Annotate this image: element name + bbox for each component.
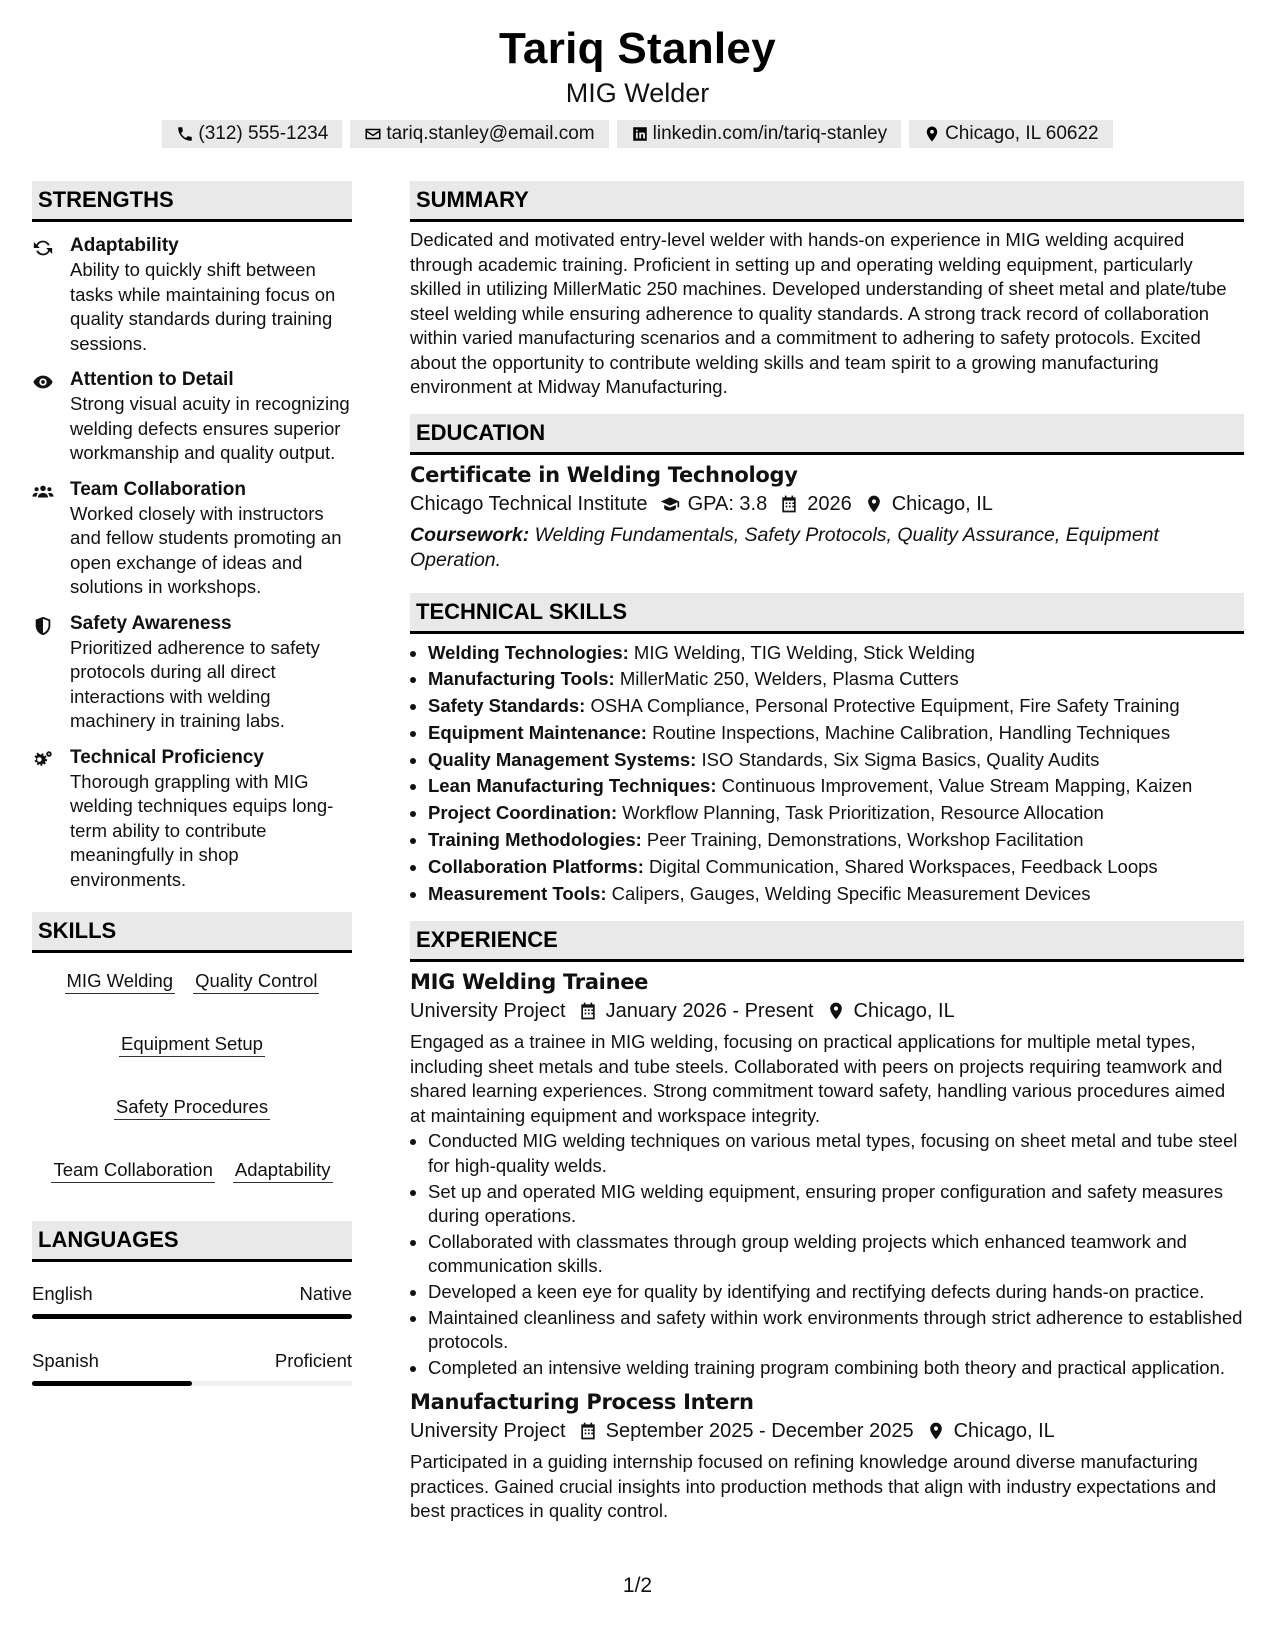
candidate-name: Tariq Stanley bbox=[499, 24, 776, 73]
strengths-heading: STRENGTHS bbox=[32, 181, 352, 222]
summary-text: Dedicated and motivated entry-level welder with hands-on experience in MIG welding acquired through academic training. Proficient in setting up and operating welding equipment, particularly skilled in utilizing MillerMatic 250 machines. Developed understanding of sheet metal and plate/tube steel welding while ensuring adherence to quality standards. A strong track record of collaboration within varied manufacturing scenarios and a commitment to adhering to safety protocols. Excited about the opportunity to contribute welding skills and team spirit to a growing manufacturing environment at Midway Manufacturing. bbox=[410, 229, 1227, 397]
contact-location bbox=[909, 120, 1113, 148]
job-dates: September 2025 - December 2025 bbox=[605, 1420, 914, 1443]
job-title: MIG Welding Trainee bbox=[410, 970, 649, 995]
gpa: GPA: 3.8 bbox=[687, 492, 768, 515]
strength-title: Safety Awareness bbox=[70, 612, 232, 634]
language-level-bar bbox=[32, 1314, 352, 1319]
language-name: Spanish bbox=[32, 1350, 99, 1371]
strength-desc: Thorough grappling with MIG welding techniques equips long-term ability to contribute meaningfully in shop environments. bbox=[70, 770, 334, 890]
contact-phone[interactable] bbox=[162, 120, 342, 148]
language-level-bar bbox=[32, 1381, 352, 1386]
list-item: • Maintained cleanliness and safety within work environments through strict adherence to established protocols. bbox=[428, 1306, 1244, 1355]
list-item: • Collaboration Platforms: Digital Communication, Shared Workspaces, Feedback Loops bbox=[428, 854, 1244, 881]
list-item: • Completed an intensive welding training program combining both theory and practical application. bbox=[428, 1356, 1244, 1381]
job-location: Chicago, IL bbox=[953, 1420, 1055, 1443]
list-item: • Set up and operated MIG welding equipment, ensuring proper configuration and safety measures during operations. bbox=[428, 1180, 1244, 1229]
job-title: Manufacturing Process Intern bbox=[410, 1390, 754, 1415]
language-level-fill bbox=[32, 1381, 192, 1386]
language-item bbox=[32, 1282, 352, 1319]
skill-tag: Adaptability bbox=[233, 1158, 333, 1183]
job-summary: Engaged as a trainee in MIG welding, focusing on practical applications for multiple metal types, including sheet metals and tube steels. Collaborated with peers on projects requiring teamwork and shared learning experiences. Strong commitment toward safety, handling various procedures aimed at maintaining equipment and workspace integrity. bbox=[410, 1031, 1226, 1126]
language-item bbox=[32, 1349, 352, 1386]
skill-tag: Safety Procedures bbox=[114, 1095, 270, 1120]
strength-desc: Prioritized adherence to safety protocols during all direct interactions with welding machinery in training labs. bbox=[70, 636, 320, 731]
skill-tag: Team Collaboration bbox=[51, 1158, 214, 1183]
list-item: • Collaborated with classmates through group welding projects which enhanced teamwork and communication skills. bbox=[428, 1230, 1244, 1279]
list-item: • Lean Manufacturing Techniques: Continuous Improvement, Value Stream Mapping, Kaizen bbox=[428, 773, 1244, 800]
language-level: Native bbox=[299, 1283, 352, 1304]
list-item: • Conducted MIG welding techniques on various metal types, focusing on sheet metal and tube steel for high-quality welds. bbox=[428, 1129, 1244, 1178]
eye-icon bbox=[32, 371, 54, 393]
left-column bbox=[32, 181, 352, 1386]
sync-arrows-icon bbox=[32, 237, 54, 259]
strength-item bbox=[32, 478, 352, 600]
list-item: • Equipment Maintenance: Routine Inspections, Machine Calibration, Handling Techniques bbox=[428, 720, 1244, 747]
languages-heading: LANGUAGES bbox=[32, 1221, 352, 1262]
list-item: • Training Methodologies: Peer Training, Demonstrations, Workshop Facilitation bbox=[428, 827, 1244, 854]
job-bullets bbox=[410, 1129, 1244, 1380]
job-summary: Participated in a guiding internship focused on refining knowledge around diverse manufacturing practices. Gained crucial insights into production methods that align with industry expectations and best practices in quality control. bbox=[410, 1451, 1217, 1522]
strength-desc: Worked closely with instructors and fellow students promoting an open exchange of ideas and solutions in workshops. bbox=[70, 502, 342, 597]
strength-item bbox=[32, 612, 352, 734]
phone-icon bbox=[176, 125, 194, 143]
job-title: MIG Welder bbox=[565, 78, 710, 108]
users-icon bbox=[32, 481, 54, 503]
envelope-icon bbox=[364, 125, 382, 143]
language-level-fill bbox=[32, 1314, 352, 1319]
skill-tag: Quality Control bbox=[193, 969, 319, 994]
skills-list bbox=[32, 953, 352, 1183]
contact-bar bbox=[0, 120, 1275, 148]
experience-heading: EXPERIENCE bbox=[410, 921, 1244, 962]
right-column bbox=[410, 181, 1244, 1524]
calendar-icon bbox=[578, 1001, 598, 1021]
technical-skills-heading: TECHNICAL SKILLS bbox=[410, 593, 1244, 634]
school-location: Chicago, IL bbox=[891, 492, 993, 515]
list-item: • Measurement Tools: Calipers, Gauges, Welding Specific Measurement Devices bbox=[428, 881, 1244, 908]
coursework-label: Coursework: bbox=[410, 523, 530, 546]
degree-title: Certificate in Welding Technology bbox=[410, 462, 798, 487]
strength-title: Technical Proficiency bbox=[70, 746, 264, 768]
list-item: • Project Coordination: Workflow Planning, Task Prioritization, Resource Allocation bbox=[428, 800, 1244, 827]
resume-header bbox=[0, 22, 1275, 148]
strength-desc: Strong visual acuity in recognizing welding defects ensures superior workmanship and quality output. bbox=[70, 393, 350, 463]
coursework bbox=[410, 523, 1244, 573]
technical-skills-list bbox=[410, 640, 1244, 908]
strength-item bbox=[32, 746, 352, 893]
strength-item bbox=[32, 234, 352, 356]
skill-tag: MIG Welding bbox=[65, 969, 176, 994]
contact-email-text: tariq.stanley@email.com bbox=[386, 123, 595, 144]
calendar-icon bbox=[779, 494, 799, 514]
job-org: University Project bbox=[410, 1420, 566, 1443]
job-meta bbox=[410, 1416, 1244, 1446]
school-name: Chicago Technical Institute bbox=[410, 492, 648, 515]
job-meta bbox=[410, 996, 1244, 1026]
education-meta bbox=[410, 489, 1244, 519]
linkedin-icon bbox=[631, 125, 649, 143]
list-item: • Developed a keen eye for quality by identifying and rectifying defects during hands-on practice. bbox=[428, 1280, 1244, 1305]
job-dates: January 2026 - Present bbox=[605, 1000, 814, 1023]
strength-title: Adaptability bbox=[70, 235, 179, 256]
strength-title: Attention to Detail bbox=[70, 369, 234, 390]
contact-location-text: Chicago, IL 60622 bbox=[945, 123, 1099, 144]
job-location: Chicago, IL bbox=[853, 1000, 955, 1023]
strength-item bbox=[32, 368, 352, 466]
strength-desc: Ability to quickly shift between tasks while maintaining focus on quality standards during training sessions. bbox=[70, 259, 336, 354]
page-number: 1/2 bbox=[622, 1574, 653, 1597]
job-entry bbox=[410, 1388, 1244, 1524]
contact-email[interactable] bbox=[350, 120, 608, 148]
skill-tag: Equipment Setup bbox=[119, 1032, 265, 1057]
list-item: • Welding Technologies: MIG Welding, TIG Welding, Stick Welding bbox=[428, 640, 1244, 667]
list-item: • Safety Standards: OSHA Compliance, Personal Protective Equipment, Fire Safety Training bbox=[428, 693, 1244, 720]
graduation-cap-icon bbox=[660, 494, 680, 514]
coursework-list: Welding Fundamentals, Safety Protocols, Quality Assurance, Equipment Operation. bbox=[410, 523, 1159, 571]
location-pin-icon bbox=[923, 125, 941, 143]
strength-title: Team Collaboration bbox=[70, 478, 246, 500]
skills-heading: SKILLS bbox=[32, 912, 352, 953]
contact-phone-text: (312) 555-1234 bbox=[198, 123, 329, 144]
summary-heading: SUMMARY bbox=[410, 181, 1244, 222]
contact-linkedin-text: linkedin.com/in/tariq-stanley bbox=[652, 123, 888, 144]
language-name: English bbox=[32, 1283, 93, 1304]
graduation-year: 2026 bbox=[807, 492, 852, 515]
location-pin-icon bbox=[926, 1421, 946, 1441]
list-item: • Quality Management Systems: ISO Standards, Six Sigma Basics, Quality Audits bbox=[428, 747, 1244, 774]
job-org: University Project bbox=[410, 1000, 566, 1023]
shield-icon bbox=[32, 615, 54, 637]
contact-linkedin[interactable] bbox=[617, 120, 901, 148]
job-entry bbox=[410, 968, 1244, 1380]
list-item: • Manufacturing Tools: MillerMatic 250, Welders, Plasma Cutters bbox=[428, 666, 1244, 693]
location-pin-icon bbox=[826, 1001, 846, 1021]
location-pin-icon bbox=[864, 494, 884, 514]
education-heading: EDUCATION bbox=[410, 414, 1244, 455]
language-level: Proficient bbox=[274, 1350, 352, 1371]
calendar-icon bbox=[578, 1421, 598, 1441]
gears-icon bbox=[32, 749, 54, 771]
